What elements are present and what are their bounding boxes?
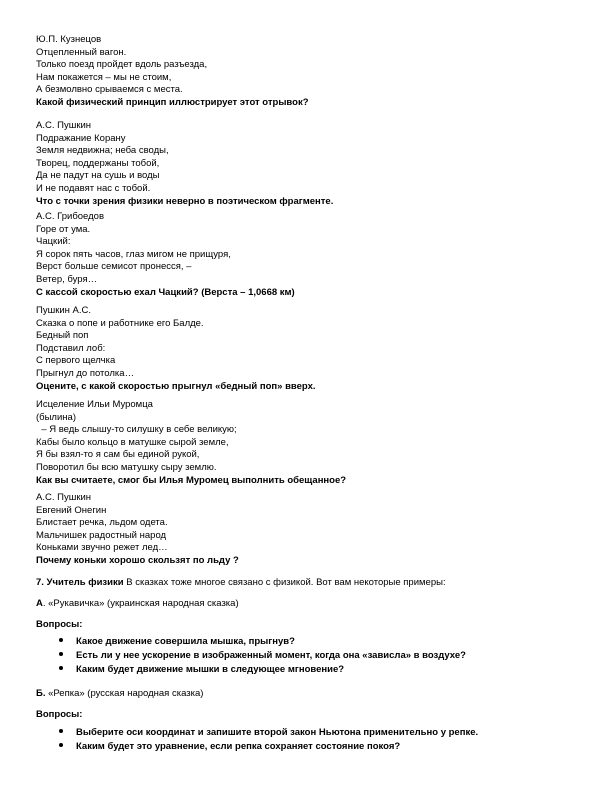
- poem-line: Прыгнул до потолка…: [36, 367, 135, 379]
- poem-line: А безмолвно срываемся с места.: [36, 84, 183, 96]
- tale-a-heading: [36, 597, 239, 610]
- bullet-icon: [59, 638, 63, 642]
- item-7-number: 7. Учитель физики: [36, 577, 124, 588]
- poem-line: Горе от ума.: [36, 223, 91, 235]
- poem-line: Верст больше семисот пронесся, –: [36, 261, 192, 273]
- fragment-question: Что с точки зрения физики неверно в поэтическом фрагменте.: [36, 195, 334, 207]
- poem-line: Земля недвижна; неба своды,: [36, 145, 169, 157]
- list-item: [59, 740, 400, 753]
- poem-line: Блистает речка, льдом одета.: [36, 517, 168, 529]
- poem-line: А.С. Пушкин: [36, 120, 92, 131]
- poem-line: Подражание Корану: [36, 132, 126, 144]
- tale-b-title: «Репка» (русская народная сказка): [45, 688, 204, 699]
- poem-line: Я бы взял-то я сам бы единой рукой,: [36, 449, 200, 461]
- fragment-question: Какой физический принцип иллюстрирует этот отрывок?: [36, 96, 309, 108]
- tale-a-title: . «Рукавичка» (украинская народная сказка): [42, 598, 239, 609]
- poem-line: Чацкий:: [36, 236, 71, 248]
- fragment-question: Оцените, с какой скоростью прыгнул «бедный поп» вверх.: [36, 380, 316, 392]
- poem-fragment-kuznetsov: [36, 34, 576, 110]
- poem-fragment-griboedov: [36, 211, 576, 299]
- poem-fragment-pushkin-koran: [36, 120, 576, 208]
- poem-line: Нам покажется – мы не стоим,: [36, 71, 172, 83]
- item-7-text: В сказках тоже многое связано с физикой. Вот вам некоторые примеры:: [123, 577, 446, 588]
- poem-fragment-ilya-muromets: [36, 399, 576, 487]
- question-text: Какое движение совершила мышка, прыгнув?: [76, 636, 295, 647]
- poem-line: Поворотил бы всю матушку сыру землю.: [36, 461, 217, 473]
- poem-line: Только поезд пройдет вдоль разъезда,: [36, 59, 208, 71]
- tale-a-questions-label: Вопросы:: [36, 619, 83, 630]
- poem-line: Коньками звучно режет лед…: [36, 542, 168, 554]
- poem-line: Кабы было кольцо в матушке сырой земле,: [36, 436, 229, 448]
- question-text: Каким будет движение мышки в следующее мгновение?: [76, 664, 345, 675]
- fragment-question: С кассой скоростью ехал Чацкий? (Верста – 1,0668 км): [36, 286, 295, 298]
- question-text: Каким будет это уравнение, если репка сохраняет состояние покоя?: [76, 741, 401, 752]
- bullet-icon: [59, 652, 63, 656]
- bullet-icon: [59, 666, 63, 670]
- question-text: Выберите оси координат и запишите второй закон Ньютона применительно у репке.: [76, 727, 479, 738]
- poem-line: А.С. Грибоедов: [36, 211, 104, 222]
- poem-line: – Я ведь слышу-то силушку в себе великую;: [36, 424, 237, 436]
- fragment-question: Почему коньки хорошо скользят по льду ?: [36, 554, 239, 566]
- bullet-icon: [59, 743, 63, 747]
- poem-line: Мальчишек радостный народ: [36, 529, 167, 541]
- question-text: Есть ли у нее ускорение в изображенный момент, когда она «зависла» в воздухе?: [76, 650, 466, 661]
- tale-b-heading: [36, 687, 203, 700]
- poem-line: (былина): [36, 411, 76, 423]
- poem-line: Ветер, буря…: [36, 273, 98, 285]
- poem-line: Творец, поддержаны тобой,: [36, 157, 160, 169]
- poem-fragment-onegin: [36, 492, 576, 568]
- poem-line: Да не падут на сушь и воды: [36, 170, 160, 182]
- poem-line: Отцепленный вагон.: [36, 46, 127, 58]
- tale-a-letter: А: [36, 598, 43, 609]
- poem-line: Пушкин А.С.: [36, 305, 92, 316]
- item-7-paragraph: [36, 576, 446, 589]
- poem-line: Подставил лоб:: [36, 342, 106, 354]
- poem-line: Исцеление Ильи Муромца: [36, 399, 153, 410]
- poem-line: Бедный поп: [36, 330, 89, 342]
- poem-line: Евгений Онегин: [36, 504, 107, 516]
- list-item: [59, 635, 295, 648]
- poem-line: И не подавят нас с тобой.: [36, 182, 151, 194]
- list-item: [59, 649, 466, 662]
- poem-line: С первого щелчка: [36, 355, 116, 367]
- bullet-icon: [59, 729, 63, 733]
- poem-line: Я сорок пять часов, глаз мигом не прищуря,: [36, 248, 231, 260]
- fragment-question: Как вы считаете, смог бы Илья Муромец выполнить обещанное?: [36, 474, 347, 486]
- list-item: [59, 663, 344, 676]
- poem-fragment-pushkin-balda: [36, 305, 576, 393]
- tale-b-questions-label: Вопросы:: [36, 709, 83, 720]
- poem-line: А.С. Пушкин: [36, 492, 92, 503]
- poem-line: Ю.П. Кузнецов: [36, 34, 102, 45]
- list-item: [59, 726, 478, 739]
- tale-b-letter: Б.: [36, 688, 46, 699]
- poem-line: Сказка о попе и работнике его Балде.: [36, 317, 204, 329]
